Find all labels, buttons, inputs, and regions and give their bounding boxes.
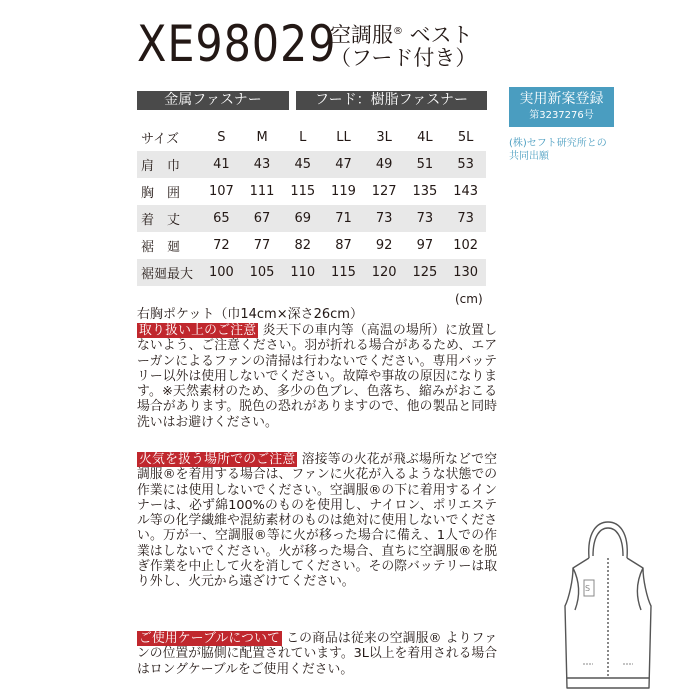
header-cell: M [256,130,268,145]
svg-text:S: S [585,584,591,593]
handling-notice [137,323,497,430]
table-cell: 73 [364,205,405,232]
size-table [137,124,486,286]
header-cell: 4L [417,130,433,145]
table-cell: 130 [445,259,486,286]
table-cell: 105 [242,259,283,286]
table-cell: 73 [405,205,446,232]
table-cell: 43 [242,151,283,178]
fire-notice-text: 溶接等の火花が飛ぶ場所などで空調服®を着用する場合は、ファンに火花が入るような状態での作業には使用しないでください。空調服®の下に着用するインナーは、必ず綿100%のものを使用し、ナイロン、ポリエステル等の化学繊維や混紡素材のものは絶対に使用しないでください。万が一、空調服®等に火が移った場合に備え、1人での作業はしないでください。火が移った場合、直ちに空調服®を脱ぎ作業を中止して火を消してください。その際バッテリーは取り外し、火元から遠ざけてください。 [137,452,498,590]
table-cell: 82 [294,238,312,253]
table-cell: 47 [323,151,364,178]
table-cell: 127 [371,184,397,199]
table-cell: 111 [249,184,275,199]
unit-label: (cm) [455,292,483,306]
zipper-bar-body: 金属ファスナー [137,91,289,110]
row-label: 裾廻最大 [137,259,201,286]
zipper-bar-hood: フード：樹脂ファスナー [296,91,487,110]
fire-notice-tag: 火気を扱う場所でのご注意 [139,452,296,467]
table-cell: 77 [253,238,271,253]
table-row [137,151,486,178]
table-cell: 107 [208,184,234,199]
table-row [137,178,486,205]
table-cell: 135 [412,184,438,199]
badge-number: 第3237276号 [529,110,594,121]
cable-notice [137,631,497,677]
table-cell: 73 [445,205,486,232]
table-cell: 67 [242,205,283,232]
utility-model-badge [509,87,614,127]
table-cell: 115 [290,184,316,199]
registered-mark: ® [393,26,403,37]
product-name-main: 空調服 [330,23,393,47]
fire-notice [137,452,497,590]
table-cell: 65 [201,205,242,232]
header-cell: LL [336,130,351,145]
product-subtitle: （フード付き） [330,46,477,70]
table-cell: 72 [213,238,230,253]
table-row [137,259,486,286]
badge-title: 実用新案登録 [519,91,604,107]
table-cell: 45 [282,151,323,178]
row-label: 肩 巾 [137,151,201,178]
cable-notice-text: この商品は従来の空調服® よりファンの位置が脇側に配置されています。3L以上を着用される場合はロングケーブルをご使用ください。 [137,631,497,677]
table-cell: 71 [323,205,364,232]
table-row [137,205,486,232]
table-cell: 125 [405,259,446,286]
joint-application-note-2: 共同出願 [509,151,549,162]
joint-application-note-1: (株)セフト研究所との [509,138,607,149]
product-name [330,20,473,47]
table-cell: 100 [201,259,242,286]
table-cell: 143 [453,184,479,199]
header-cell: L [299,130,307,145]
table-cell: 53 [445,151,486,178]
table-cell: 92 [375,238,393,253]
table-cell: 115 [323,259,364,286]
table-cell: 110 [282,259,323,286]
table-cell: 49 [364,151,405,178]
model-number: XE98029 [137,15,337,73]
header-cell: S [217,130,226,145]
product-name-type: ベスト [403,23,473,47]
table-row [137,232,486,259]
row-label: 胸 囲 [141,186,181,201]
header-cell: 5L [457,130,474,145]
vest-back-icon [553,518,663,698]
header-cell: サイズ [141,132,179,147]
table-cell: 87 [335,238,352,253]
handling-notice-tag: 取り扱い上のご注意 [139,323,257,338]
table-cell: 41 [201,151,242,178]
cable-notice-tag: ご使用ケーブルについて [139,631,280,646]
row-label: 着 丈 [137,205,201,232]
row-label: 裾 廻 [141,240,181,255]
table-cell: 51 [405,151,446,178]
table-cell: 119 [331,184,356,199]
table-cell: 97 [416,238,434,253]
table-cell: 102 [453,238,479,253]
pocket-spec: 右胸ポケット（巾14cm×深さ26cm） [137,307,363,322]
table-cell: 69 [282,205,323,232]
header-cell: 3L [376,130,392,145]
size-table-header [137,124,486,151]
table-cell: 120 [364,259,405,286]
handling-notice-text: 炎天下の車内等（高温の場所）に放置しないよう、ご注意ください。羽が折れる場合があるため、エアーガンによるファンの清掃は行わないでください。専用バッテリー以外は使用しないでください。故障や事故の原因になります。※天然素材のため、多少の色ブレ、色落ち、縮みがおこる場合があります。脱色の恐れがありますので、他の製品と同時洗いはお避けください。 [137,323,497,430]
